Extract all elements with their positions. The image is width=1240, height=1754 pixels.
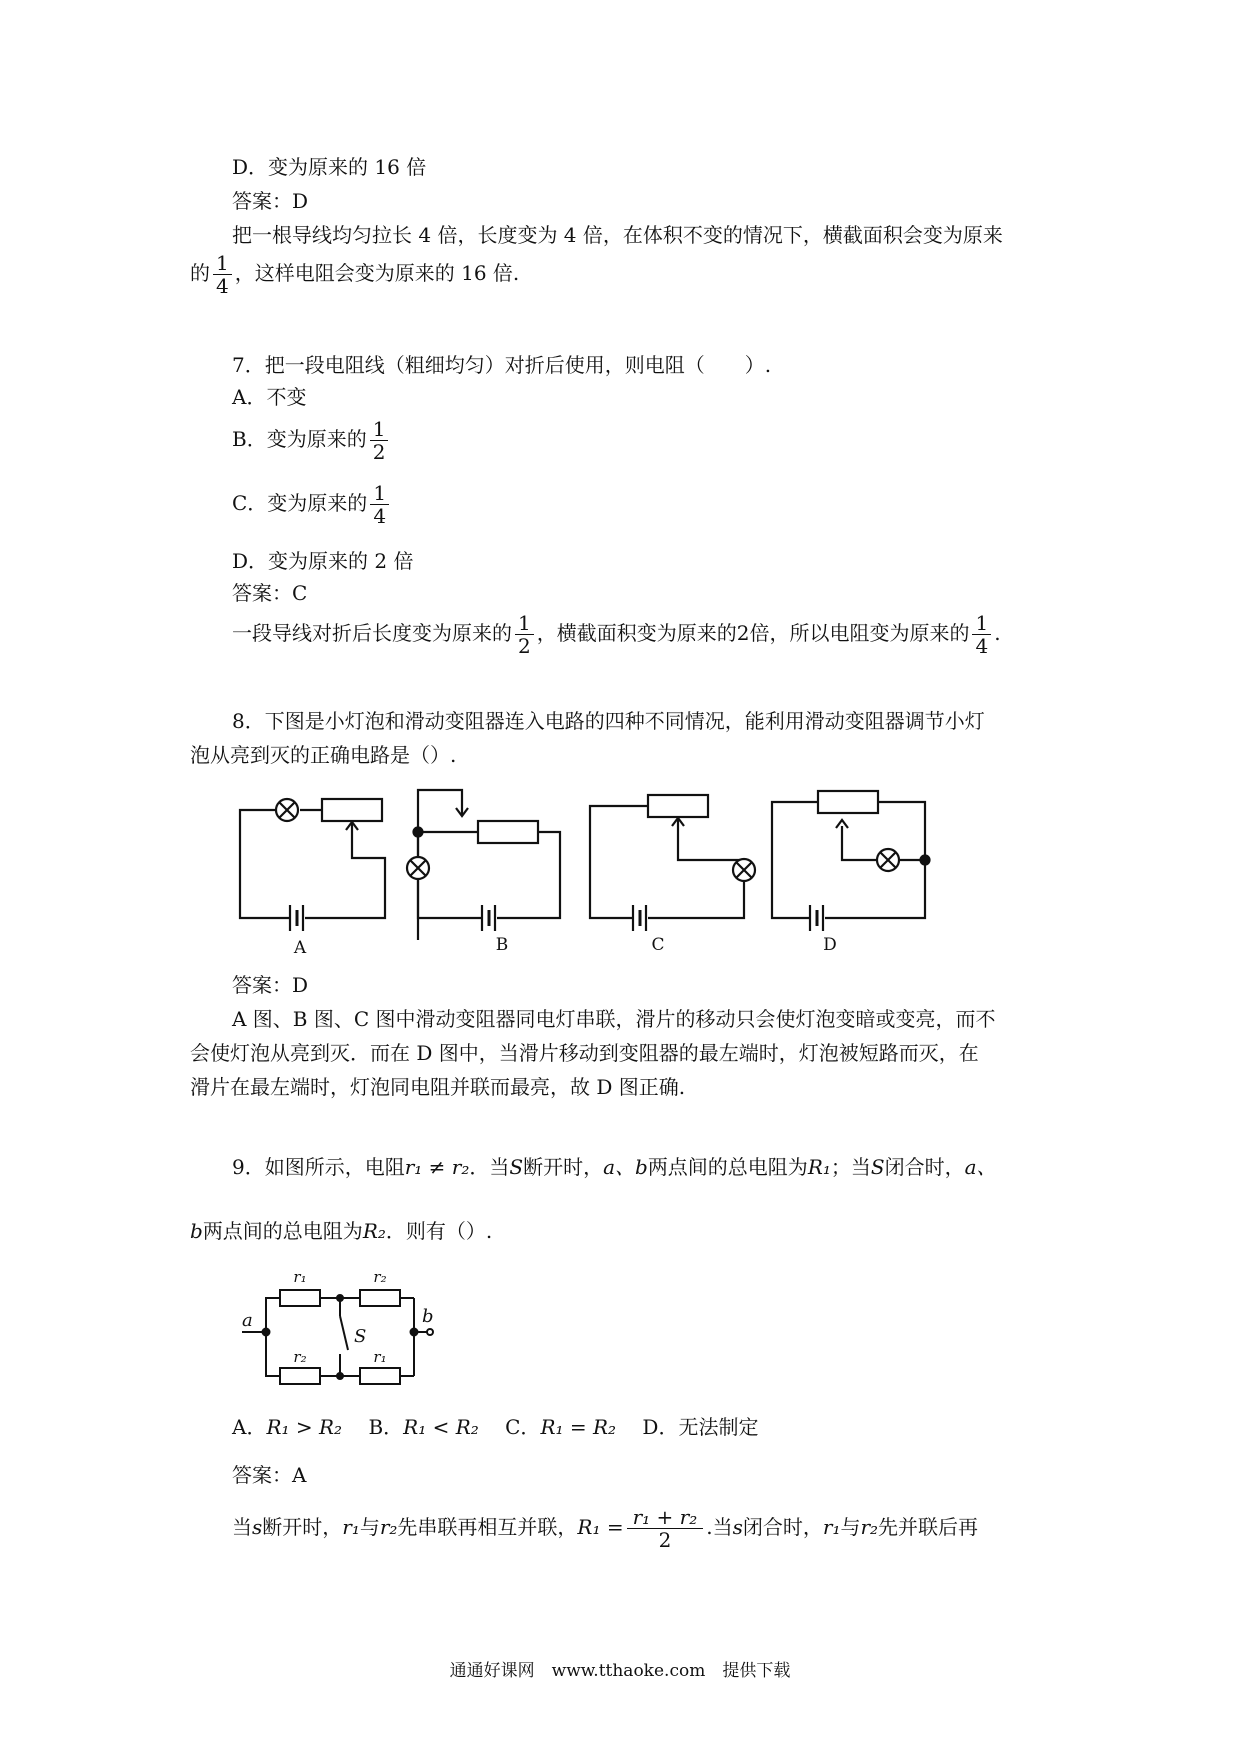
q7-option-d: D．变为原来的 2 倍 xyxy=(232,549,414,573)
fraction: $\frac{1}{4}$ xyxy=(370,482,389,527)
q7-option-c: C．变为原来的 $\frac{1}{4}$ xyxy=(232,482,392,527)
fraction: $\frac{\text{r₁ + r₂}}{2}$ xyxy=(627,1506,704,1551)
q6-option-d: D．变为原来的 16 倍 xyxy=(232,155,427,179)
q8-explanation-line1: A 图、B 图、C 图中滑动变阻器同电灯串联，滑片的移动只会使灯泡变暗或变亮，而不 xyxy=(232,1007,996,1031)
circuit-d xyxy=(772,791,930,931)
circuit-label-a: A xyxy=(293,938,307,958)
fig-r1-bottom: r₁ xyxy=(373,1348,387,1366)
q6-explanation-line1: 把一根导线均匀拉长 4 倍，长度变为 4 倍，在体积不变的情况下，横截面积会变为原来 xyxy=(232,223,1003,247)
page-footer: 通通好课网 www.tthaoke.com 提供下载 xyxy=(449,1661,791,1681)
q8-answer: 答案：D xyxy=(232,973,309,997)
circuit-c xyxy=(590,795,755,931)
q7-option-a: A．不变 xyxy=(232,385,307,409)
q9-stem-line1: 9．如图所示，电阻r₁ ≠ r₂．当S断开时，a、b两点间的总电阻为R₁；当S闭合时，a、 xyxy=(232,1155,997,1179)
fig-r2-top: r₂ xyxy=(373,1268,387,1286)
fraction: $\frac{1}{2}$ xyxy=(515,612,534,657)
q6-answer: 答案：D xyxy=(232,189,309,213)
fig-node-b: b xyxy=(422,1306,434,1327)
q7-explanation: 一段导线对折后长度变为原来的 $\frac{1}{2}$ ，横截面积变为原来的2倍，所以电阻变为原来的 $\frac{1}{4}$ . xyxy=(232,611,1001,658)
fraction: $\frac{1}{4}$ xyxy=(213,252,232,297)
q8-explanation-line3: 滑片在最左端时，灯泡同电阻并联而最亮，故 D 图正确. xyxy=(190,1075,686,1099)
fig-node-a: a xyxy=(242,1310,253,1331)
q8-circuit-figure xyxy=(0,760,1240,960)
q9-options: A．R₁ > R₂ B．R₁ < R₂ C．R₁ = R₂ D．无法制定 xyxy=(232,1415,759,1439)
circuit-label-b: B xyxy=(495,935,509,955)
circuit-label-c: C xyxy=(651,935,665,955)
q7-stem: 7．把一段电阻线（粗细均匀）对折后使用，则电阻（ ）. xyxy=(232,353,772,377)
fig-switch-label: S xyxy=(354,1326,367,1347)
fig-r1-top: r₁ xyxy=(293,1268,307,1286)
fig-r2-bottom: r₂ xyxy=(293,1348,307,1366)
q9-stem-line2: b两点间的总电阻为R₂．则有（）. xyxy=(190,1219,493,1243)
q6-explanation-line2: 的 $\frac{1}{4}$ ，这样电阻会变为原来的 16 倍. xyxy=(190,251,520,298)
q9-answer: 答案：A xyxy=(232,1463,307,1487)
q8-stem-line1: 8．下图是小灯泡和滑动变阻器连入电路的四种不同情况，能利用滑动变阻器调节小灯 xyxy=(232,709,985,733)
q9-explanation: 当s断开时，r₁与r₂先串联再相互并联，R₁ = $\frac{\text{r₁ + r₂}}{2}$ .当s闭合时，r₁与r₂先并联后再 xyxy=(232,1505,979,1552)
q8-stem-line2: 泡从亮到灭的正确电路是（）. xyxy=(190,743,457,767)
fraction: $\frac{1}{4}$ xyxy=(972,612,991,657)
q8-explanation-line2: 会使灯泡从亮到灭．而在 D 图中，当滑片移动到变阻器的最左端时，灯泡被短路而灭，在 xyxy=(190,1041,979,1065)
circuit-b xyxy=(407,790,560,940)
q7-option-b: B．变为原来的 $\frac{1}{2}$ xyxy=(232,418,391,463)
circuit-label-d: D xyxy=(823,935,837,955)
q7-answer: 答案：C xyxy=(232,581,308,605)
fraction: $\frac{1}{2}$ xyxy=(370,418,389,463)
circuit-a xyxy=(240,799,385,931)
q9-circuit-figure xyxy=(230,1258,690,1388)
